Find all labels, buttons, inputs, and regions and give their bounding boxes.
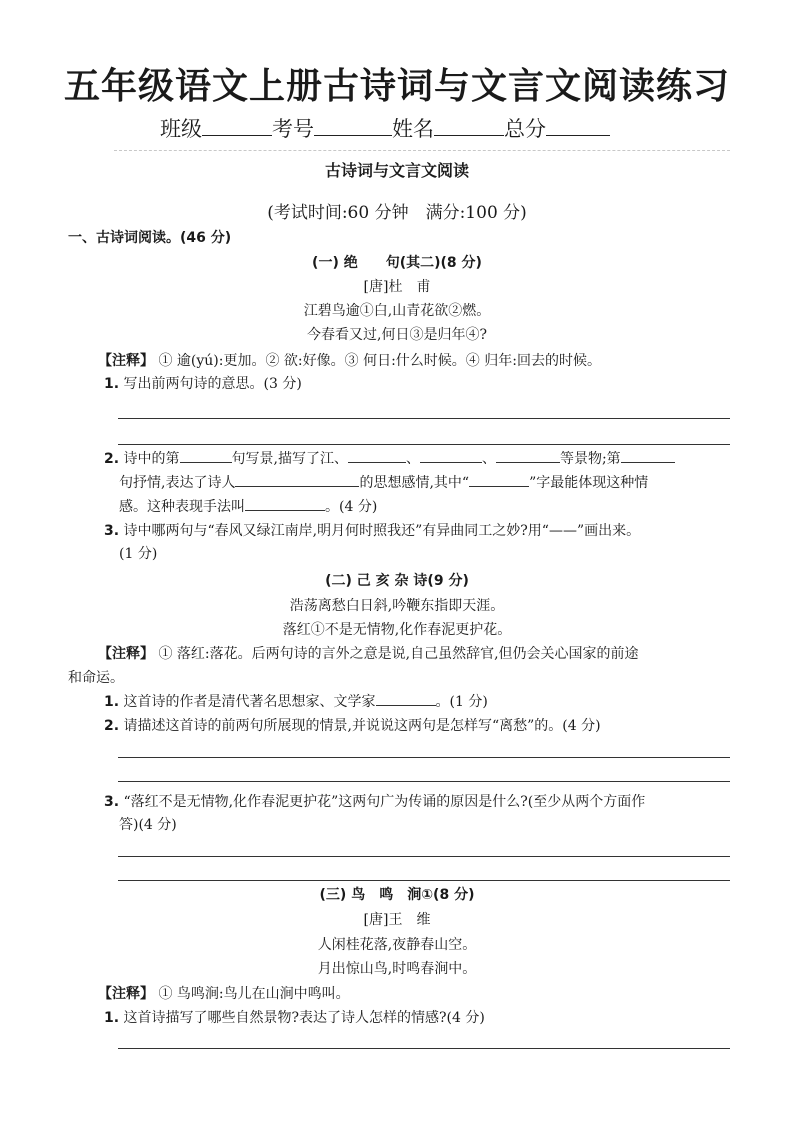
name-label: 姓名: [392, 117, 434, 141]
exam-no-label: 考号: [272, 117, 314, 141]
answer-blank[interactable]: [496, 448, 560, 463]
score-field[interactable]: [546, 117, 610, 136]
poem1-line2: 今春看又过,何日③是归年④?: [307, 327, 487, 343]
poem1-question1: 1. 写出前两句诗的意思。(3 分): [104, 376, 302, 392]
poem1-question2-cont2: 感。这种表现手法叫 。(4 分): [119, 496, 377, 516]
poem1-line1: 江碧鸟逾①白,山青花欲②燃。: [303, 303, 491, 319]
exam-info: (考试时间:60 分钟 满分:100 分): [267, 203, 527, 223]
poem1-question3: 3. 诗中哪两句与“春风又绿江南岸,明月何时照我还”有异曲同工之妙?用“——”画出来。: [104, 523, 641, 539]
poem1-author: [唐]杜 甫: [363, 279, 431, 295]
poem2-question2: 2. 请描述这首诗的前两句所展现的情景,并说说这两句是怎样写“离愁”的。(4 分): [104, 718, 601, 734]
answer-line[interactable]: [118, 880, 730, 881]
note-text: ① 逾(yú):更加。② 欲:好像。③ 何日:什么时候。④ 归年:回去的时候。: [158, 353, 601, 369]
page-title: 五年级语文上册古诗词与文言文阅读练习: [63, 66, 730, 107]
class-label: 班级: [160, 117, 202, 141]
poem3-line1: 人闲桂花落,夜静春山空。: [317, 937, 477, 953]
answer-blank[interactable]: [348, 448, 406, 463]
answer-blank[interactable]: [245, 496, 325, 511]
poem2-question1: 1. 这首诗的作者是清代著名思想家、文学家 。(1 分): [104, 691, 488, 711]
score-label: 总分: [504, 117, 546, 141]
poem3-question1: 1. 这首诗描写了哪些自然景物?表达了诗人怎样的情感?(4 分): [104, 1010, 485, 1026]
exam-no-field[interactable]: [314, 117, 392, 136]
poem3-note: [98, 983, 350, 1003]
note-label: 【注释】: [98, 646, 154, 662]
answer-line[interactable]: [118, 856, 730, 857]
answer-line[interactable]: [118, 1048, 730, 1049]
answer-line[interactable]: [118, 444, 730, 445]
answer-blank[interactable]: [469, 472, 529, 487]
note-label: 【注释】: [98, 353, 154, 369]
poem3-title: (三) 鸟 鸣 涧①(8 分): [319, 887, 475, 903]
poem1-question2-cont: 句抒情,表达了诗人 的思想感情,其中“ ”字最能体现这种情: [119, 472, 648, 492]
name-field[interactable]: [434, 117, 504, 136]
poem2-line2: 落红①不是无情物,化作春泥更护花。: [282, 622, 512, 638]
poem1-title: (一) 绝 句(其二)(8 分): [312, 255, 482, 271]
student-info-line: [160, 113, 610, 143]
poem2-note: [98, 643, 639, 663]
poem2-question3-cont: 答)(4 分): [119, 817, 177, 833]
answer-blank[interactable]: [235, 472, 359, 487]
answer-blank[interactable]: [621, 448, 675, 463]
note-text: ① 鸟鸣涧:鸟儿在山涧中鸣叫。: [158, 986, 350, 1002]
section-heading: 一、古诗词阅读。(46 分): [68, 230, 232, 246]
poem3-line2: 月出惊山鸟,时鸣春涧中。: [317, 961, 477, 977]
class-field[interactable]: [202, 117, 272, 136]
answer-line[interactable]: [118, 757, 730, 758]
poem3-author: [唐]王 维: [363, 912, 431, 928]
poem1-question3-cont: (1 分): [119, 546, 158, 562]
answer-blank[interactable]: [180, 448, 232, 463]
answer-line[interactable]: [118, 418, 730, 419]
poem2-note-cont: 和命运。: [68, 670, 124, 686]
poem2-title: (二) 己 亥 杂 诗(9 分): [325, 573, 469, 589]
header-divider: [114, 150, 730, 151]
answer-line[interactable]: [118, 781, 730, 782]
poem1-note: [98, 350, 601, 370]
note-text: ① 落红:落花。后两句诗的言外之意是说,自己虽然辞官,但仍会关心国家的前途: [158, 646, 639, 662]
poem2-line1: 浩荡离愁白日斜,吟鞭东指即天涯。: [289, 598, 505, 614]
subtitle: 古诗词与文言文阅读: [324, 161, 469, 180]
poem2-question3: 3. “落红不是无情物,化作春泥更护花”这两句广为传诵的原因是什么?(至少从两个方面作: [104, 794, 646, 810]
poem1-question2: 2. 诗中的第 句写景,描写了江、 、 、 等景物;第: [104, 448, 675, 468]
note-label: 【注释】: [98, 986, 154, 1002]
answer-blank[interactable]: [420, 448, 482, 463]
answer-blank[interactable]: [376, 691, 436, 706]
